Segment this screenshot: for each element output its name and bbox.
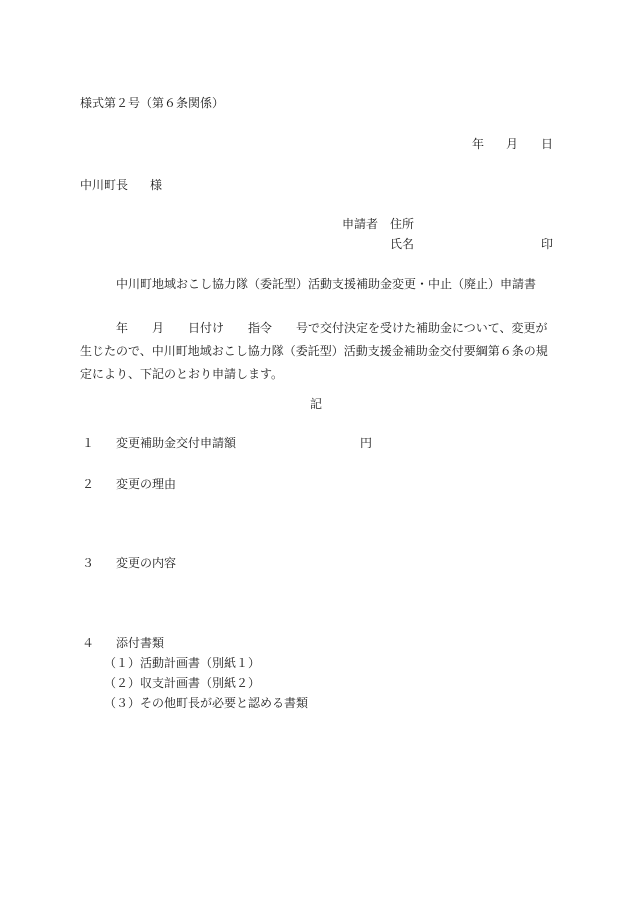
seal-mark: 印: [541, 237, 554, 251]
attachment-1: （１）活動計画書（別紙１）: [104, 656, 261, 670]
attachment-2: （２）収支計画書（別紙２）: [104, 676, 261, 690]
date-day-label: 日: [541, 137, 554, 151]
item-4-number: ４: [82, 636, 95, 650]
addressee-name: 中川町長: [80, 178, 129, 192]
item-2-number: ２: [82, 477, 95, 491]
document-title: 中川町地域おこし協力隊（委託型）活動支援補助金変更・中止（廃止）申請書: [116, 277, 537, 291]
item-1-label: 変更補助金交付申請額: [116, 436, 237, 450]
applicant-label: 申請者: [342, 217, 379, 231]
item-3-number: ３: [82, 556, 95, 570]
item-2-label: 変更の理由: [116, 477, 177, 491]
form-number: 様式第２号（第６条関係）: [80, 96, 225, 110]
attachment-3: （３）その他町長が必要と認める書類: [104, 696, 309, 710]
item-4-label: 添付書類: [116, 636, 165, 650]
applicant-name-label: 氏名: [390, 237, 415, 251]
date-month-label: 月: [506, 137, 519, 151]
item-3-label: 変更の内容: [116, 556, 177, 570]
ki-heading: 記: [310, 397, 323, 411]
addressee-honorific: 様: [150, 178, 163, 192]
item-1-number: １: [82, 436, 95, 450]
date-year-label: 年: [472, 137, 485, 151]
body-paragraph: 年 月 日付け 指令 号で交付決定を受けた補助金について、変更が生じたので、中川町地域おこし協力隊（委託型）活動支援金補助金交付要綱第６条の規定により、下記のとおり申請します。: [80, 321, 548, 381]
applicant-address-label: 住所: [390, 217, 415, 231]
item-1-unit: 円: [360, 436, 373, 450]
